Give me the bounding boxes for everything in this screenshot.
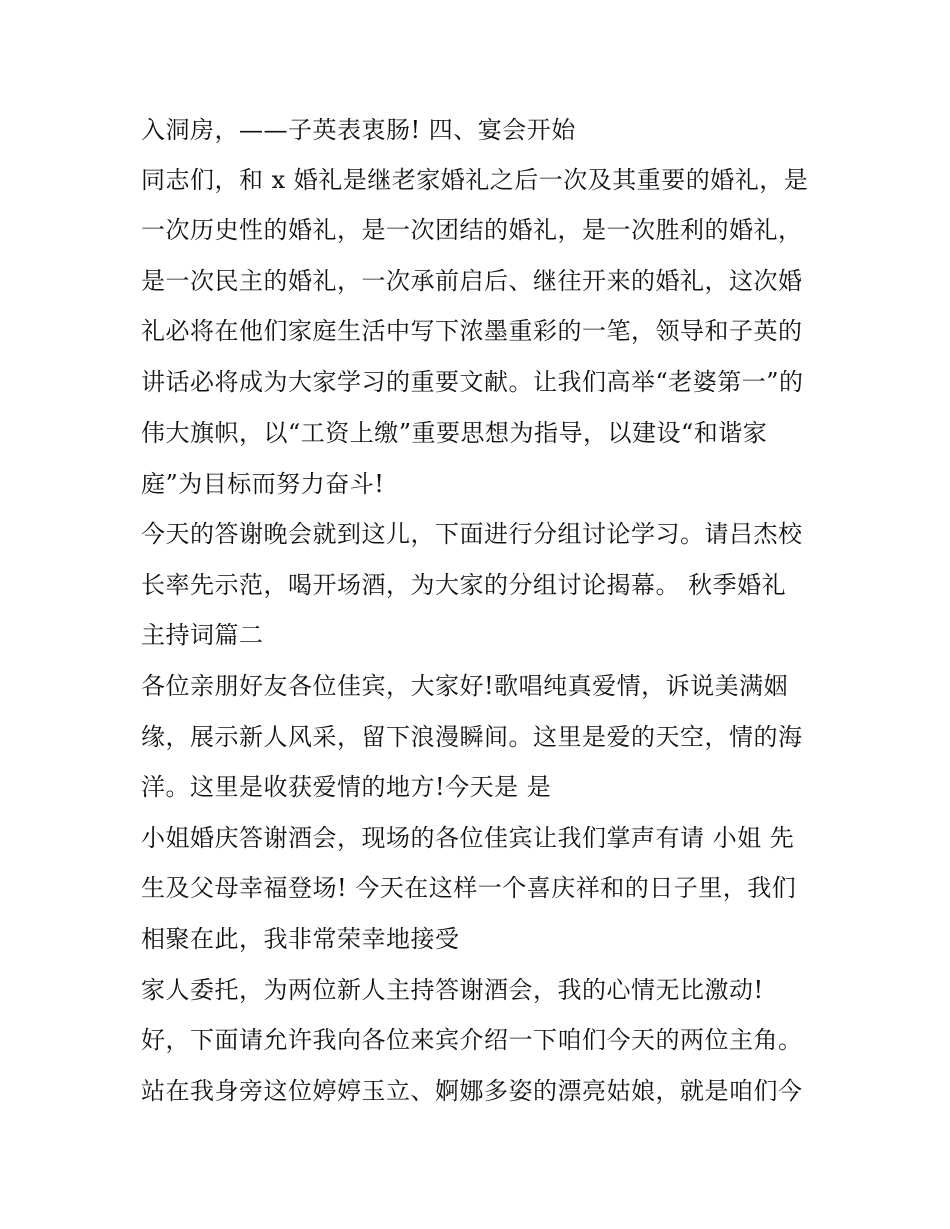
- text-line-13: 缘，展示新人风采，留下浪漫瞬间。这里是爱的天空，情的海: [141, 723, 803, 751]
- text-line-10: 长率先示范，喝开场酒，为大家的分组讨论揭幕。 秋季婚礼: [141, 571, 787, 599]
- text-line-19: 好，下面请允许我向各位来宾介绍一下咱们今天的两位主角。: [141, 1026, 803, 1054]
- text-line-18: 家人委托，为两位新人主持答谢酒会，我的心情无比激动!: [141, 976, 764, 1004]
- text-line-5: 礼必将在他们家庭生活中写下浓墨重彩的一笔，领导和子英的: [141, 317, 803, 345]
- text-line-7: 伟大旗帜，以“工资上缴”重要思想为指导，以建设“和谐家: [141, 419, 768, 447]
- text-line-2: 同志们，和 x 婚礼是继老家婚礼之后一次及其重要的婚礼，是: [141, 166, 809, 194]
- text-line-3: 一次历史性的婚礼，是一次团结的婚礼，是一次胜利的婚礼，: [141, 216, 803, 244]
- text-line-1: 入洞房，——子英表衷肠! 四、宴会开始: [141, 116, 576, 144]
- text-line-12: 各位亲朋好友各位佳宾，大家好!歌唱纯真爱情，诉说美满姻: [141, 672, 789, 700]
- text-line-20: 站在我身旁这位婷婷玉立、婀娜多姿的漂亮姑娘，就是咱们今: [141, 1077, 803, 1105]
- text-line-11: 主持词篇二: [141, 621, 264, 649]
- text-line-6: 讲话必将成为大家学习的重要文献。让我们高举“老婆第一”的: [141, 368, 804, 396]
- text-line-16: 生及父母幸福登场! 今天在这样一个喜庆祥和的日子里，我们: [141, 874, 797, 902]
- text-line-9: 今天的答谢晚会就到这儿，下面进行分组讨论学习。请吕杰校: [141, 520, 803, 548]
- text-line-14: 洋。这里是收获爱情的地方!今天是 是: [141, 773, 552, 801]
- text-line-4: 是一次民主的婚礼，一次承前启后、继往开来的婚礼，这次婚: [141, 267, 803, 295]
- text-line-15: 小姐婚庆答谢酒会，现场的各位佳宾让我们掌声有请 小姐 先: [141, 824, 795, 852]
- text-line-17: 相聚在此，我非常荣幸地接受: [141, 925, 460, 953]
- text-line-8: 庭”为目标而努力奋斗!: [141, 470, 385, 498]
